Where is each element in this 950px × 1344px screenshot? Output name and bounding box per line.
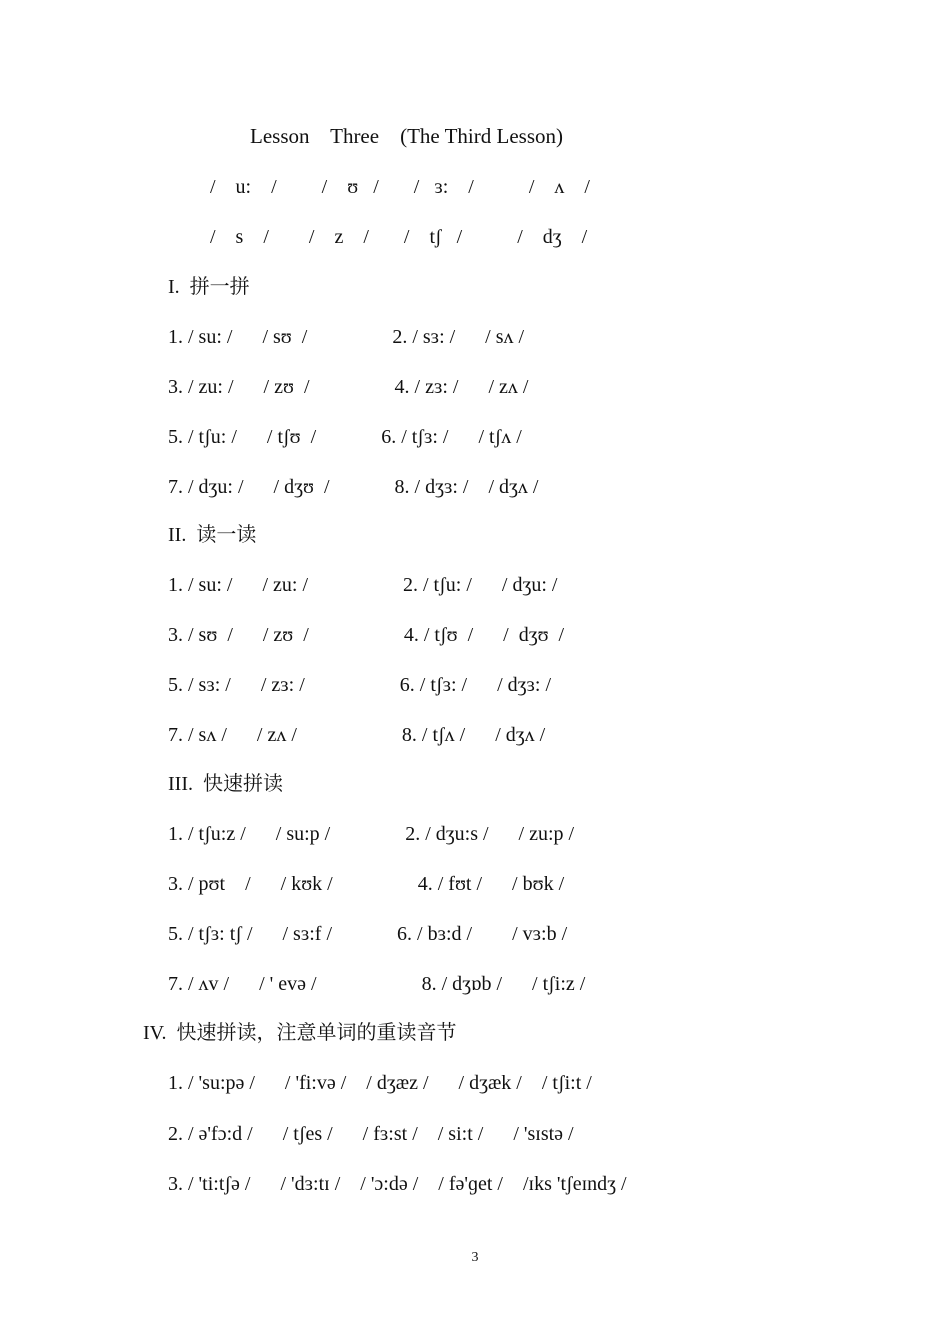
section-1-line-2: 3. / zu: / / zʊ / 4. / zɜ: / / zʌ / [168,376,529,398]
lesson-title: Lesson Three (The Third Lesson) [250,124,563,148]
phoneme-row-1: / u: / / ʊ / / ɜ: / / ʌ / [210,176,590,198]
section-2-heading: II. 读一读 [168,524,257,546]
section-1-line-1: 1. / su: / / sʊ / 2. / sɜ: / / sʌ / [168,326,525,348]
page-number: 3 [471,1250,479,1265]
section-1-heading: I. 拼一拼 [168,276,250,298]
section-3-line-1: 1. / tʃu:z / / su:p / 2. / dʒu:s / / zu:p / [168,823,575,845]
phoneme-row-2: / s / / z / / tʃ / / dʒ / [210,226,588,248]
section-4-line-1: 1. / 'su:pə / / 'fi:və / / dʒæz / / dʒæk / / tʃi:t / [168,1072,592,1094]
section-3-line-3: 5. / tʃɜ: tʃ / / sɜ:f / 6. / bɜ:d / / vɜ:b / [168,923,568,945]
section-3-line-2: 3. / pʊt / / kʊk / 4. / fʊt / / bʊk / [168,873,565,895]
section-4-line-3: 3. / 'ti:tʃə / / 'dɜ:tɪ / / 'ɔ:də / / fə'ɡet / /ɪks 'tʃeɪndʒ / [168,1173,627,1195]
section-4-line-2: 2. / ə'fɔ:d / / tʃes / / fɜ:st / / si:t / / 'sɪstə / [168,1123,574,1145]
section-1-line-3: 5. / tʃu: / / tʃʊ / 6. / tʃɜ: / / tʃʌ / [168,426,522,448]
section-2-line-4: 7. / sʌ / / zʌ / 8. / tʃʌ / / dʒʌ / [168,724,546,746]
section-1-line-4: 7. / dʒu: / / dʒʊ / 8. / dʒɜ: / / dʒʌ / [168,476,539,498]
section-2-line-1: 1. / su: / / zu: / 2. / tʃu: / / dʒu: / [168,574,558,596]
section-2-line-3: 5. / sɜ: / / zɜ: / 6. / tʃɜ: / / dʒɜ: / [168,674,552,696]
section-3-heading: III. 快速拼读 [168,773,283,795]
section-2-line-2: 3. / sʊ / / zʊ / 4. / tʃʊ / / dʒʊ / [168,624,565,646]
section-4-heading: IV. 快速拼读，注意单词的重读音节 [143,1022,457,1044]
section-3-line-4: 7. / ʌv / / ' evə / 8. / dʒɒb / / tʃi:z / [168,973,586,995]
